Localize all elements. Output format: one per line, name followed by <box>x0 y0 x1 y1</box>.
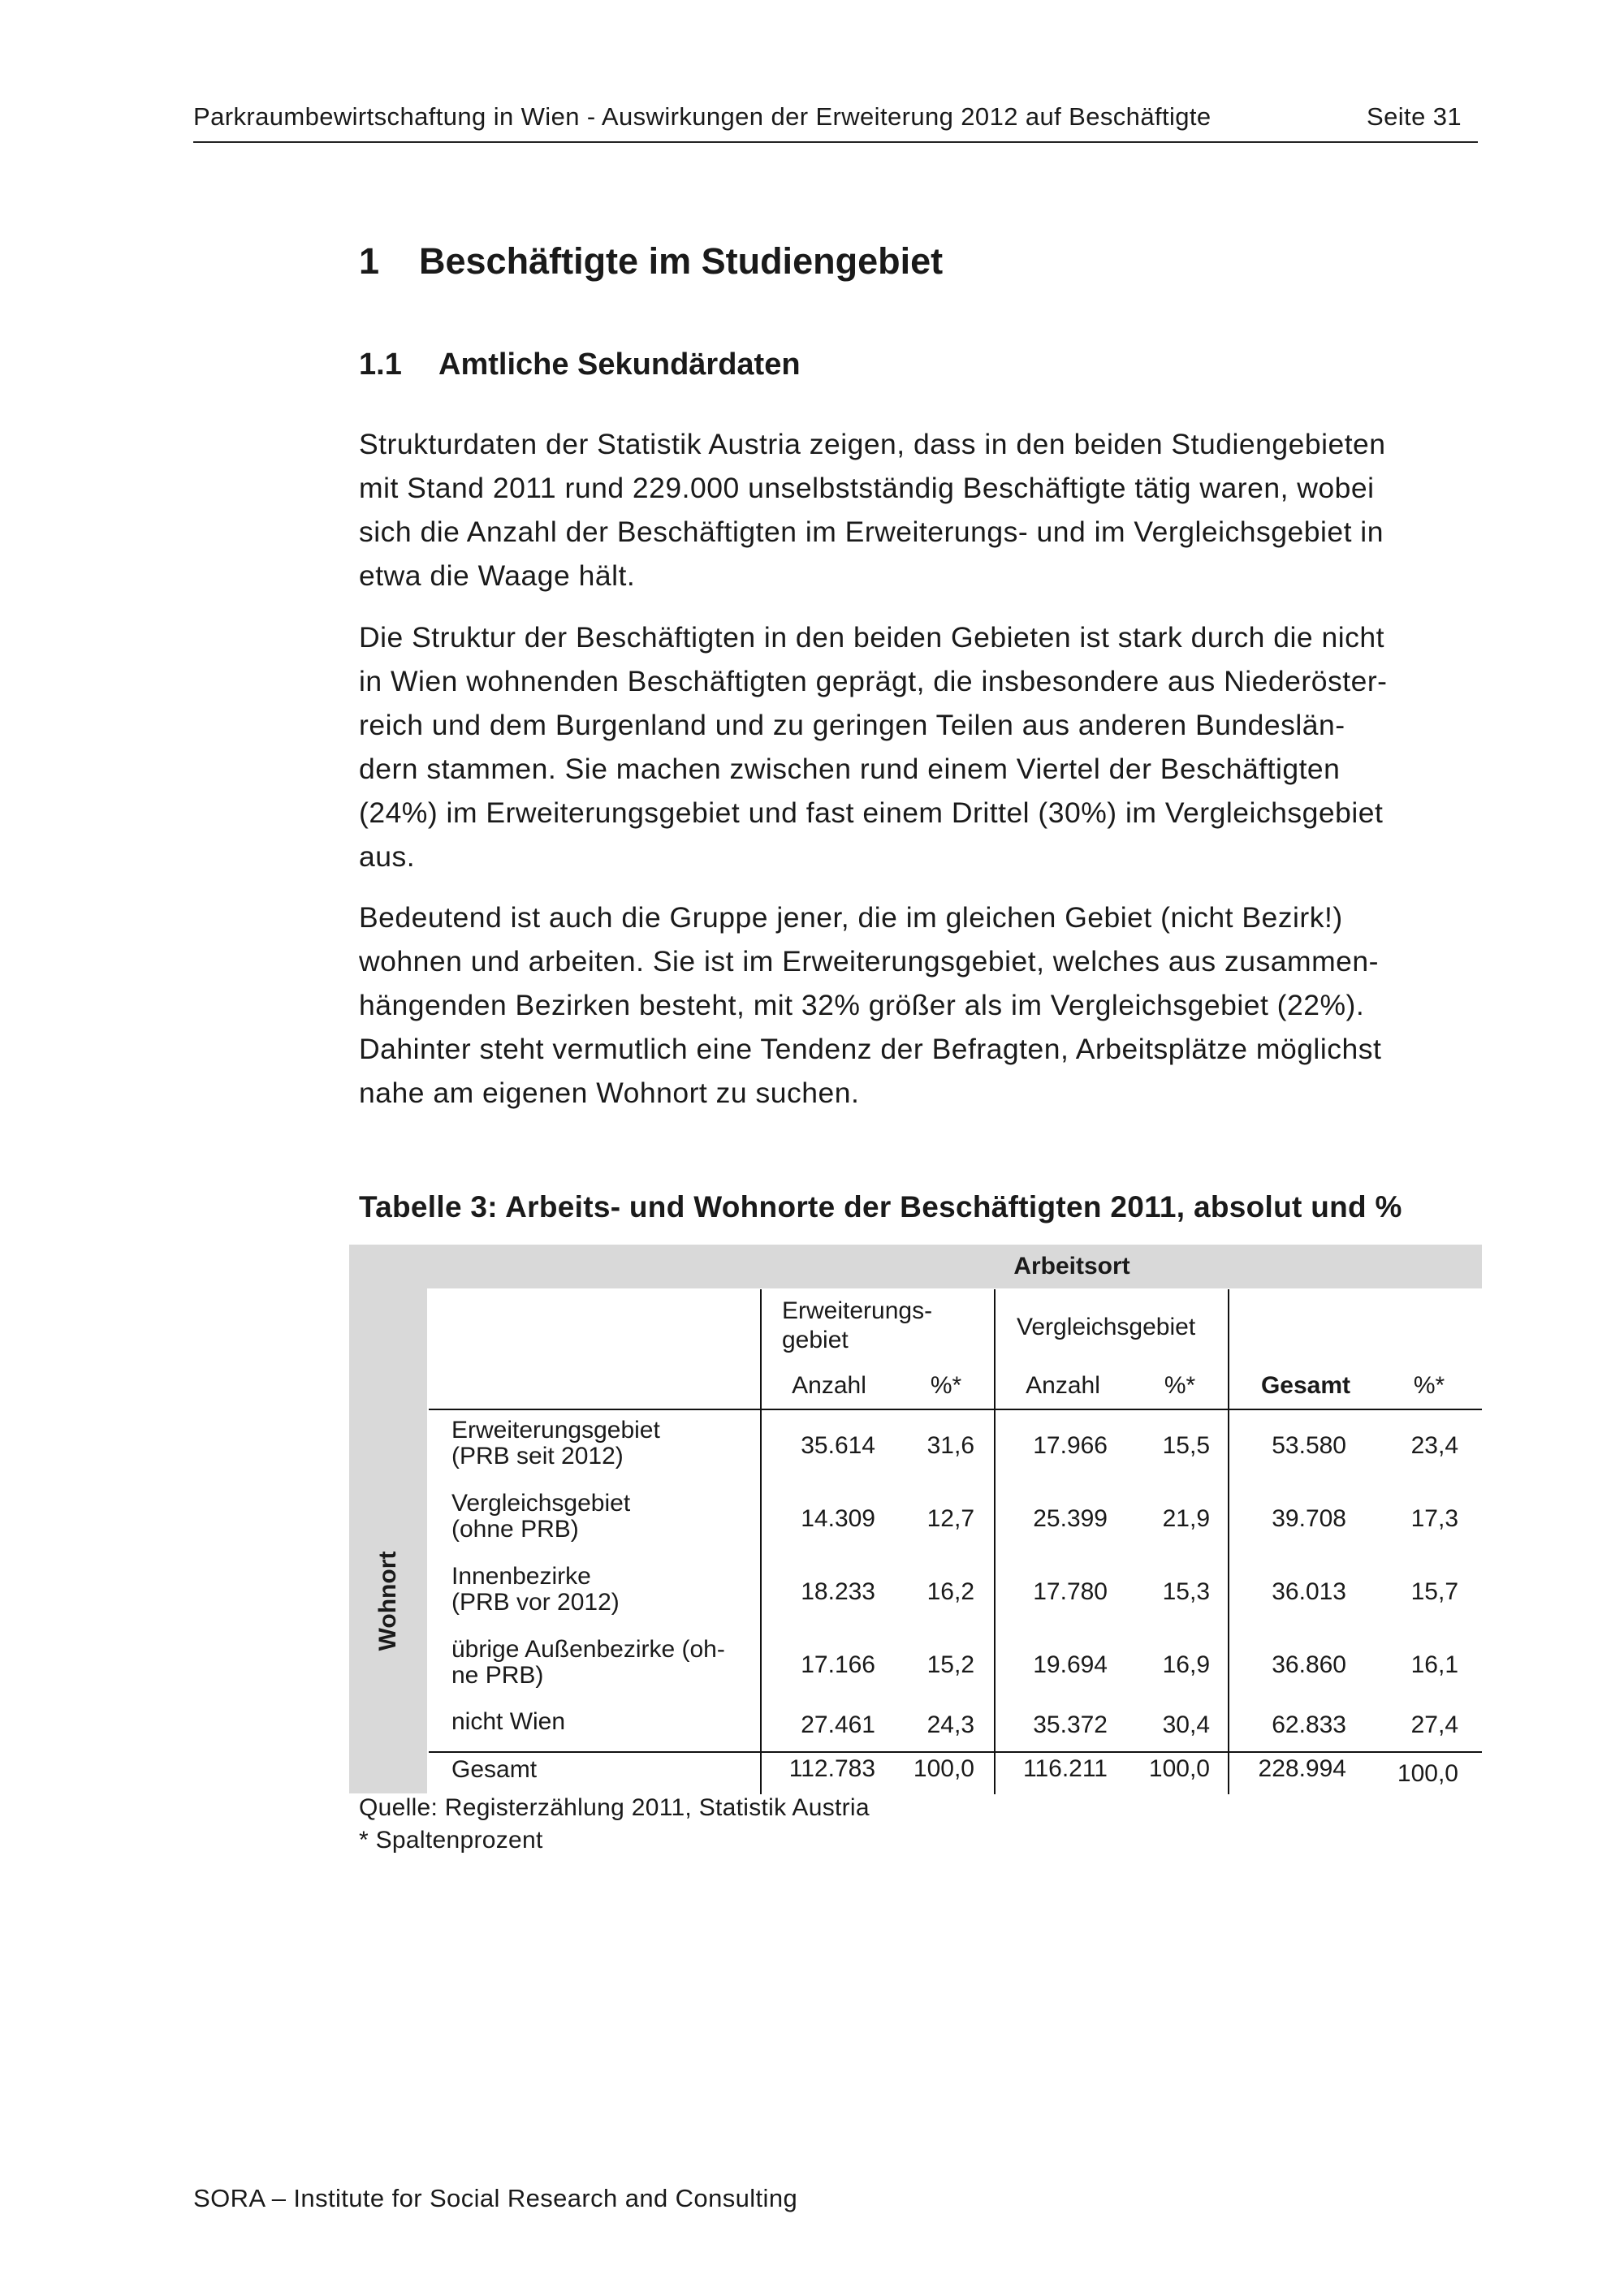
wohnort-header: Wohnort <box>374 1551 401 1651</box>
row-label <box>451 1709 565 1735</box>
table-cell: 21,9 <box>1162 1505 1210 1532</box>
table-cell: 16,1 <box>1410 1651 1458 1678</box>
table-caption: Tabelle 3: Arbeits- und Wohnorte der Beschäftigten 2011, absolut und % <box>359 1190 1402 1224</box>
col-header-pct-2: %* <box>1164 1372 1196 1399</box>
col-rule-3 <box>1228 1289 1229 1794</box>
table-cell: 35.614 <box>801 1432 875 1459</box>
table-cell: 62.833 <box>1272 1711 1346 1738</box>
section-title: Beschäftigte im Studiengebiet <box>419 240 944 282</box>
paragraph-line: reich und dem Burgenland und zu geringen Teilen aus anderen Bundeslän- <box>359 709 1345 741</box>
paragraph-line: wohnen und arbeiten. Sie ist im Erweiterungsgebiet, welches aus zusammen- <box>359 945 1379 978</box>
col-rule-1 <box>760 1289 762 1794</box>
row-label-line: (PRB seit 2012) <box>451 1443 624 1470</box>
paragraph-line: (24%) im Erweiterungsgebiet und fast einem Drittel (30%) im Vergleichsgebiet <box>359 796 1384 829</box>
col-header-gesamt: Gesamt <box>1260 1372 1351 1399</box>
row-label-line: nicht Wien <box>451 1708 566 1735</box>
paragraph-2 <box>359 615 1484 878</box>
paragraph-line: Bedeutend ist auch die Gruppe jener, die im gleichen Gebiet (nicht Bezirk!) <box>359 901 1343 934</box>
section-heading <box>359 240 943 283</box>
table-cell: 25.399 <box>1033 1505 1108 1532</box>
page-header <box>193 102 1478 143</box>
row-label-line: übrige Außenbezirke (oh- <box>451 1636 725 1663</box>
table-cell: 24,3 <box>926 1711 974 1738</box>
paragraph-line: mit Stand 2011 rund 229.000 unselbstständig Beschäftigte tätig waren, wobei <box>359 472 1375 504</box>
paragraph-line: hängenden Bezirken besteht, mit 32% größer als im Vergleichsgebiet (22%). <box>359 989 1365 1021</box>
subsection-heading <box>359 347 801 382</box>
paragraph-line: etwa die Waage hält. <box>359 559 636 592</box>
paragraph-line: nahe am eigenen Wohnort zu suchen. <box>359 1077 860 1109</box>
paragraph-1 <box>359 422 1484 598</box>
table-cell: 39.708 <box>1272 1505 1346 1532</box>
col-header-pct-3: %* <box>1413 1372 1445 1399</box>
group-header-erweiterung-2: gebiet <box>782 1327 849 1353</box>
table-cell: 16,2 <box>926 1578 974 1605</box>
table-cell: 15,7 <box>1410 1578 1458 1605</box>
row-label-line: ne PRB) <box>451 1662 544 1689</box>
table-source: Quelle: Registerzählung 2011, Statistik Austria <box>359 1794 870 1821</box>
paragraph-line: Strukturdaten der Statistik Austria zeigen, dass in den beiden Studiengebieten <box>359 428 1386 460</box>
table-cell: 36.013 <box>1272 1578 1346 1605</box>
table-cell: 31,6 <box>926 1432 974 1459</box>
table-cell: 12,7 <box>926 1505 974 1532</box>
col-rule-2 <box>994 1289 996 1794</box>
row-label <box>451 1418 660 1470</box>
total-cell: 100,0 <box>1397 1760 1458 1787</box>
total-cell: 100,0 <box>1148 1755 1210 1782</box>
paragraph-3 <box>359 896 1484 1115</box>
total-label: Gesamt <box>451 1756 538 1783</box>
table-cell: 17,3 <box>1410 1505 1458 1532</box>
paragraph-line: in Wien wohnenden Beschäftigten geprägt, die insbesondere aus Niederöster- <box>359 665 1388 697</box>
total-cell: 112.783 <box>788 1755 875 1782</box>
col-header-pct-1: %* <box>930 1372 962 1399</box>
row-label <box>451 1637 725 1689</box>
table-cell: 53.580 <box>1272 1432 1346 1459</box>
total-cell: 100,0 <box>913 1755 974 1782</box>
header-rule <box>429 1409 1482 1410</box>
subsection-number: 1.1 <box>359 347 402 382</box>
table-cell: 35.372 <box>1033 1711 1108 1738</box>
table-cell: 16,9 <box>1162 1651 1210 1678</box>
table-cell: 27,4 <box>1410 1711 1458 1738</box>
row-label-line: Innenbezirke <box>451 1563 591 1590</box>
table-cell: 17.780 <box>1033 1578 1108 1605</box>
table-cell: 30,4 <box>1162 1711 1210 1738</box>
table-cell: 19.694 <box>1033 1651 1108 1678</box>
row-label <box>451 1491 630 1543</box>
table-cell: 15,2 <box>926 1651 974 1678</box>
table-cell: 27.461 <box>801 1711 875 1738</box>
col-header-anzahl-2: Anzahl <box>1026 1372 1100 1399</box>
col-header-anzahl-1: Anzahl <box>792 1372 866 1399</box>
paragraph-line: Die Struktur der Beschäftigten in den beiden Gebieten ist stark durch die nicht <box>359 621 1384 654</box>
header-title: Parkraumbewirtschaftung in Wien - Auswirkungen der Erweiterung 2012 auf Beschäftigte <box>193 102 1212 131</box>
row-label-line: Vergleichsgebiet <box>451 1490 631 1517</box>
group-header-vergleich: Vergleichsgebiet <box>1017 1314 1196 1340</box>
table-footnote: * Spaltenprozent <box>359 1827 543 1854</box>
total-cell: 228.994 <box>1258 1755 1346 1782</box>
table-cell: 23,4 <box>1410 1432 1458 1459</box>
table-cell: 15,3 <box>1162 1578 1210 1605</box>
table-cell: 17.966 <box>1033 1432 1108 1459</box>
paragraph-line: sich die Anzahl der Beschäftigten im Erweiterungs- und im Vergleichsgebiet in <box>359 516 1384 548</box>
row-label <box>451 1564 620 1616</box>
row-label-line: Erweiterungsgebiet <box>451 1417 660 1444</box>
subsection-title: Amtliche Sekundärdaten <box>438 347 801 382</box>
row-label-line: (ohne PRB) <box>451 1516 579 1543</box>
arbeitsort-header: Arbeitsort <box>1013 1253 1130 1280</box>
table-cell: 15,5 <box>1162 1432 1210 1459</box>
total-cell: 116.211 <box>1023 1755 1108 1782</box>
paragraph-line: dern stammen. Sie machen zwischen rund einem Viertel der Beschäftigten <box>359 753 1341 785</box>
page-number: Seite 31 <box>1367 102 1462 131</box>
table-cell: 14.309 <box>801 1505 875 1532</box>
page-footer: SORA – Institute for Social Research and Consulting <box>193 2184 798 2212</box>
group-header-erweiterung-1: Erweiterungs- <box>782 1297 933 1324</box>
side-band <box>349 1245 427 1793</box>
table-cell: 36.860 <box>1272 1651 1346 1678</box>
header-band <box>349 1245 1482 1288</box>
total-rule <box>429 1751 1482 1753</box>
table-cell: 17.166 <box>801 1651 875 1678</box>
paragraph-line: Dahinter steht vermutlich eine Tendenz der Befragten, Arbeitsplätze möglichst <box>359 1033 1382 1065</box>
section-number: 1 <box>359 240 380 282</box>
row-label-line: (PRB vor 2012) <box>451 1589 620 1616</box>
table-cell: 18.233 <box>801 1578 875 1605</box>
paragraph-line: aus. <box>359 840 416 873</box>
